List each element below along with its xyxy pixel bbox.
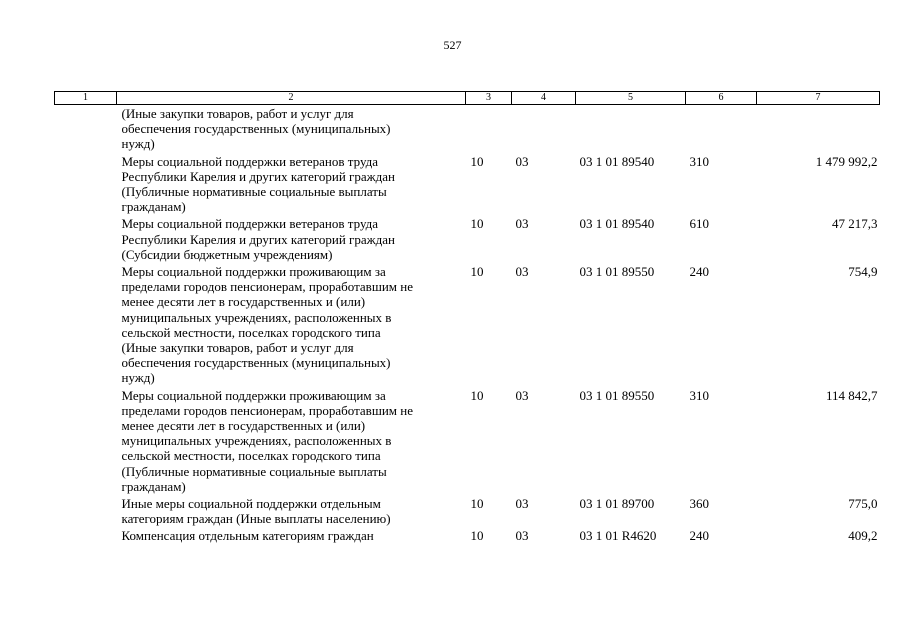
description-line: Меры социальной поддержки проживающим за	[121, 387, 386, 403]
description-line: (Субсидии бюджетным учреждениям)	[121, 246, 333, 262]
column-header-5: 5	[576, 92, 686, 105]
description-line: пределами городов пенсионерам, проработавшим не	[121, 279, 413, 295]
row-description	[117, 215, 466, 263]
row-subsection-code: 03	[515, 264, 529, 280]
table-row	[55, 527, 880, 544]
description-line: менее десяти лет в государственных и (или)	[121, 294, 366, 310]
description-line: гражданам)	[121, 199, 186, 215]
row-target-code: 03 1 01 89700	[579, 496, 655, 512]
description-line: Меры социальной поддержки ветеранов труда	[121, 153, 379, 169]
row-section-code: 10	[470, 387, 484, 403]
budget-table	[54, 91, 880, 545]
column-header-2: 2	[117, 92, 466, 105]
row-subsection-code: 03	[515, 216, 529, 232]
description-line: нужд)	[121, 370, 155, 386]
row-number-cell	[55, 105, 117, 153]
row-number-cell	[55, 495, 117, 527]
description-line: менее десяти лет в государственных и (или)	[121, 418, 366, 434]
row-description	[117, 105, 466, 153]
row-subsection-code: 03	[515, 496, 529, 512]
row-target-code: 03 1 01 89540	[579, 153, 655, 169]
row-section-code: 10	[470, 216, 484, 232]
description-line: обеспечения государственных (муниципальных)	[121, 355, 391, 371]
description-line: нужд)	[121, 136, 155, 152]
row-section-code: 10	[470, 264, 484, 280]
row-description	[117, 495, 466, 527]
row-target-code: 03 1 01 89540	[579, 216, 655, 232]
page-number: 527	[443, 38, 462, 52]
column-header-4: 4	[512, 92, 576, 105]
row-section-code: 10	[470, 528, 484, 544]
row-subsection-code: 03	[515, 528, 529, 544]
description-line: муниципальных учреждениях, расположенных в	[121, 309, 392, 325]
row-expense-type-code: 240	[689, 528, 709, 544]
description-line: Иные меры социальной поддержки отдельным	[121, 496, 381, 512]
row-number-cell	[55, 215, 117, 263]
description-line: пределами городов пенсионерам, проработавшим не	[121, 402, 413, 418]
description-line: Компенсация отдельным категориям граждан	[121, 528, 374, 544]
row-section-code: 10	[470, 496, 484, 512]
row-number-cell	[55, 263, 117, 387]
table-row	[55, 215, 880, 263]
description-line: гражданам)	[121, 478, 186, 494]
description-line: Республики Карелия и других категорий граждан	[121, 231, 395, 247]
row-expense-type-code	[686, 105, 757, 153]
description-line: сельской местности, поселках городского типа	[121, 324, 381, 340]
row-section-code	[466, 105, 512, 153]
row-subsection-code: 03	[515, 387, 529, 403]
description-line: (Публичные нормативные социальные выплаты	[121, 463, 387, 479]
row-description	[117, 153, 466, 216]
row-amount: 114 842,7	[825, 387, 878, 403]
row-target-code: 03 1 01 R4620	[579, 528, 657, 544]
row-amount: 409,2	[848, 528, 878, 544]
description-line: (Иные закупки товаров, работ и услуг для	[121, 340, 354, 356]
description-line: (Публичные нормативные социальные выплаты	[121, 184, 387, 200]
column-header-6: 6	[686, 92, 757, 105]
row-expense-type-code: 360	[689, 496, 709, 512]
table-row	[55, 105, 880, 153]
row-target-code	[576, 105, 686, 153]
row-target-code: 03 1 01 89550	[579, 264, 655, 280]
row-number-cell	[55, 387, 117, 495]
table-row	[55, 387, 880, 495]
row-amount: 1 479 992,2	[815, 153, 878, 169]
description-line: (Иные закупки товаров, работ и услуг для	[121, 106, 354, 121]
table-row	[55, 153, 880, 216]
row-subsection-code	[512, 105, 576, 153]
description-line: сельской местности, поселках городского типа	[121, 448, 381, 464]
row-expense-type-code: 310	[689, 153, 709, 169]
description-line: Меры социальной поддержки ветеранов труда	[121, 216, 379, 232]
row-description	[117, 527, 466, 544]
description-line: категориям граждан (Иные выплаты населению)	[121, 511, 391, 527]
row-expense-type-code: 310	[689, 387, 709, 403]
row-subsection-code: 03	[515, 153, 529, 169]
row-target-code: 03 1 01 89550	[579, 387, 655, 403]
row-amount: 775,0	[848, 496, 878, 512]
column-header-7: 7	[757, 92, 880, 105]
row-description	[117, 387, 466, 495]
column-header-1: 1	[55, 92, 117, 105]
table-body	[55, 105, 880, 545]
row-number-cell	[55, 153, 117, 216]
description-line: муниципальных учреждениях, расположенных в	[121, 433, 392, 449]
column-header-3: 3	[466, 92, 512, 105]
row-section-code: 10	[470, 153, 484, 169]
row-description	[117, 263, 466, 387]
description-line: Меры социальной поддержки проживающим за	[121, 264, 386, 280]
row-number-cell	[55, 527, 117, 544]
table-row	[55, 263, 880, 387]
row-amount: 47 217,3	[832, 216, 878, 232]
description-line: Республики Карелия и других категорий граждан	[121, 168, 395, 184]
row-expense-type-code: 240	[689, 264, 709, 280]
row-amount	[757, 105, 880, 153]
row-amount: 754,9	[848, 264, 878, 280]
table-row	[55, 495, 880, 527]
row-expense-type-code: 610	[689, 216, 709, 232]
column-number-header-row	[55, 92, 880, 105]
description-line: обеспечения государственных (муниципальных)	[121, 121, 391, 137]
